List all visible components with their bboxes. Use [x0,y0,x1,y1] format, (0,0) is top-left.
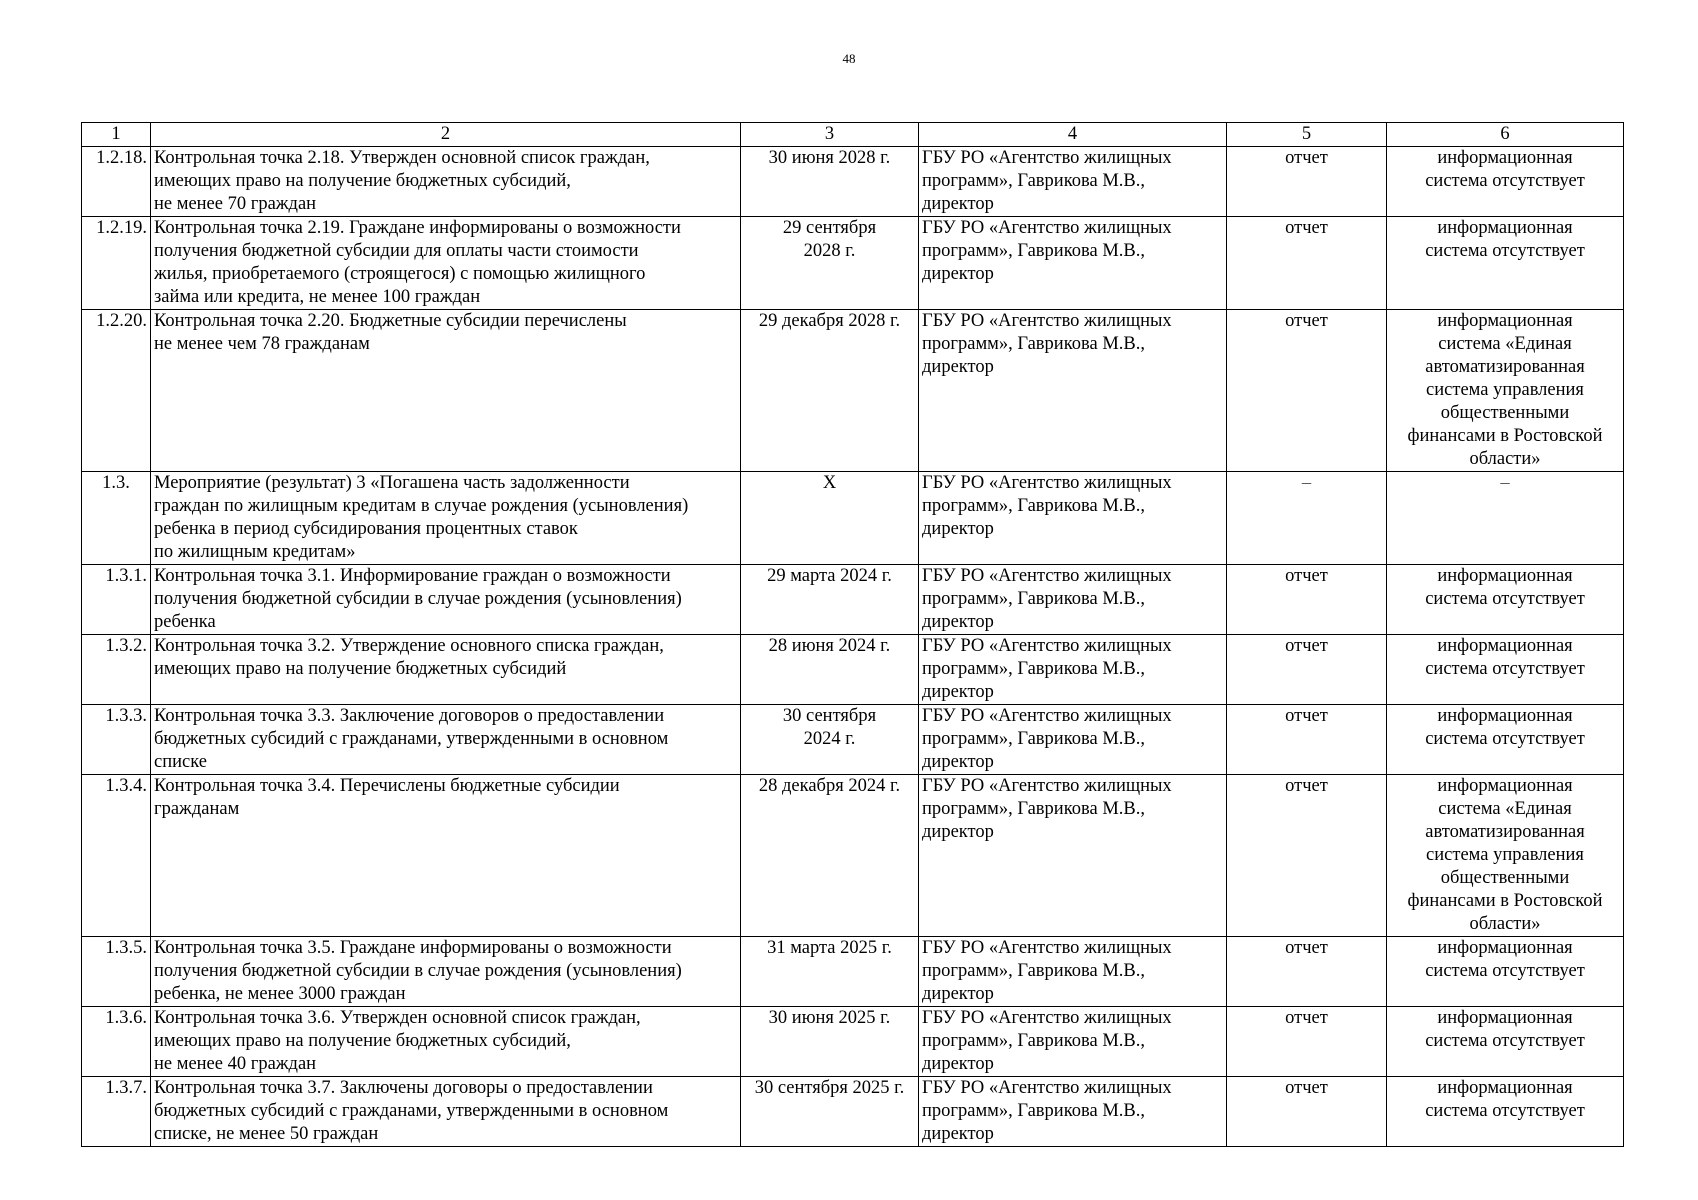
row-document-type: отчет [1227,217,1387,310]
row-title: Контрольная точка 3.5. Граждане информированы о возможности получения бюджетной субсидии в случае рождения (усыновления) ребенка, не менее 3000 граждан [151,937,741,1007]
row-title: Контрольная точка 2.20. Бюджетные субсидии перечислены не менее чем 78 гражданам [151,310,741,472]
row-information-system: информационная система отсутствует [1387,1007,1624,1077]
column-header: 2 [151,123,741,147]
row-deadline: 29 марта 2024 г. [741,565,919,635]
row-title: Контрольная точка 2.19. Граждане информированы о возможности получения бюджетной субсидии для оплаты части стоимости жилья, приобретаемого (строящегося) с помощью жилищного займа или кредита, не менее 100 граждан [151,217,741,310]
row-responsible: ГБУ РО «Агентство жилищных программ», Гаврикова М.В., директор [919,635,1227,705]
table-row [82,705,1624,775]
row-number: 1.2.18. [82,147,151,217]
table-row [82,472,1624,565]
table-header-row [82,123,1624,147]
row-deadline: X [741,472,919,565]
row-document-type: отчет [1227,1077,1387,1147]
row-document-type: отчет [1227,937,1387,1007]
table-row [82,310,1624,472]
row-deadline: 28 июня 2024 г. [741,635,919,705]
row-document-type: отчет [1227,635,1387,705]
row-document-type: отчет [1227,1007,1387,1077]
row-responsible: ГБУ РО «Агентство жилищных программ», Гаврикова М.В., директор [919,147,1227,217]
row-responsible: ГБУ РО «Агентство жилищных программ», Гаврикова М.В., директор [919,565,1227,635]
row-document-type: отчет [1227,147,1387,217]
row-deadline: 30 сентября 2024 г. [741,705,919,775]
row-information-system: – [1387,472,1624,565]
row-responsible: ГБУ РО «Агентство жилищных программ», Гаврикова М.В., директор [919,472,1227,565]
row-document-type: – [1227,472,1387,565]
row-title: Контрольная точка 3.6. Утвержден основной список граждан, имеющих право на получение бюджетных субсидий, не менее 40 граждан [151,1007,741,1077]
row-deadline: 30 июня 2028 г. [741,147,919,217]
row-information-system: информационная система отсутствует [1387,705,1624,775]
row-number: 1.3.5. [82,937,151,1007]
row-responsible: ГБУ РО «Агентство жилищных программ», Гаврикова М.В., директор [919,705,1227,775]
row-information-system: информационная система «Единая автоматизированная система управления общественными финансами в Ростовской области» [1387,775,1624,937]
column-header: 1 [82,123,151,147]
row-title: Контрольная точка 3.4. Перечислены бюджетные субсидии гражданам [151,775,741,937]
row-deadline: 31 марта 2025 г. [741,937,919,1007]
row-title: Контрольная точка 2.18. Утвержден основной список граждан, имеющих право на получение бюджетных субсидий, не менее 70 граждан [151,147,741,217]
row-document-type: отчет [1227,705,1387,775]
row-responsible: ГБУ РО «Агентство жилищных программ», Гаврикова М.В., директор [919,217,1227,310]
row-responsible: ГБУ РО «Агентство жилищных программ», Гаврикова М.В., директор [919,1007,1227,1077]
row-responsible: ГБУ РО «Агентство жилищных программ», Гаврикова М.В., директор [919,775,1227,937]
row-responsible: ГБУ РО «Агентство жилищных программ», Гаврикова М.В., директор [919,1077,1227,1147]
row-document-type: отчет [1227,775,1387,937]
row-title: Контрольная точка 3.3. Заключение договоров о предоставлении бюджетных субсидий с гражданами, утвержденными в основном списке [151,705,741,775]
table-row [82,775,1624,937]
row-deadline: 30 июня 2025 г. [741,1007,919,1077]
row-title: Мероприятие (результат) 3 «Погашена часть задолженности граждан по жилищным кредитам в случае рождения (усыновления) ребенка в период субсидирования процентных ставок по жилищным кредитам» [151,472,741,565]
row-document-type: отчет [1227,565,1387,635]
row-deadline: 29 декабря 2028 г. [741,310,919,472]
control-points-table [81,122,1624,1147]
table-row [82,565,1624,635]
row-information-system: информационная система отсутствует [1387,635,1624,705]
row-title: Контрольная точка 3.7. Заключены договоры о предоставлении бюджетных субсидий с гражданами, утвержденными в основном списке, не менее 50 граждан [151,1077,741,1147]
row-number: 1.3.6. [82,1007,151,1077]
row-responsible: ГБУ РО «Агентство жилищных программ», Гаврикова М.В., директор [919,937,1227,1007]
row-title: Контрольная точка 3.2. Утверждение основного списка граждан, имеющих право на получение бюджетных субсидий [151,635,741,705]
row-number: 1.3.3. [82,705,151,775]
table-body [82,147,1624,1147]
column-header: 4 [919,123,1227,147]
column-header: 5 [1227,123,1387,147]
row-number: 1.3.7. [82,1077,151,1147]
table-row [82,1077,1624,1147]
row-number: 1.2.20. [82,310,151,472]
row-deadline: 28 декабря 2024 г. [741,775,919,937]
table-row [82,147,1624,217]
row-number: 1.2.19. [82,217,151,310]
row-deadline: 29 сентября 2028 г. [741,217,919,310]
row-number: 1.3. [82,472,151,565]
table-row [82,937,1624,1007]
row-number: 1.3.2. [82,635,151,705]
row-document-type: отчет [1227,310,1387,472]
row-responsible: ГБУ РО «Агентство жилищных программ», Гаврикова М.В., директор [919,310,1227,472]
row-information-system: информационная система «Единая автоматизированная система управления общественными финансами в Ростовской области» [1387,310,1624,472]
row-title: Контрольная точка 3.1. Информирование граждан о возможности получения бюджетной субсидии в случае рождения (усыновления) ребенка [151,565,741,635]
table-row [82,1007,1624,1077]
row-information-system: информационная система отсутствует [1387,147,1624,217]
column-header: 6 [1387,123,1624,147]
row-number: 1.3.4. [82,775,151,937]
row-information-system: информационная система отсутствует [1387,1077,1624,1147]
row-number: 1.3.1. [82,565,151,635]
row-information-system: информационная система отсутствует [1387,937,1624,1007]
row-information-system: информационная система отсутствует [1387,565,1624,635]
row-deadline: 30 сентября 2025 г. [741,1077,919,1147]
page-number: 48 [842,51,856,66]
table-row [82,217,1624,310]
column-header: 3 [741,123,919,147]
row-information-system: информационная система отсутствует [1387,217,1624,310]
table-row [82,635,1624,705]
